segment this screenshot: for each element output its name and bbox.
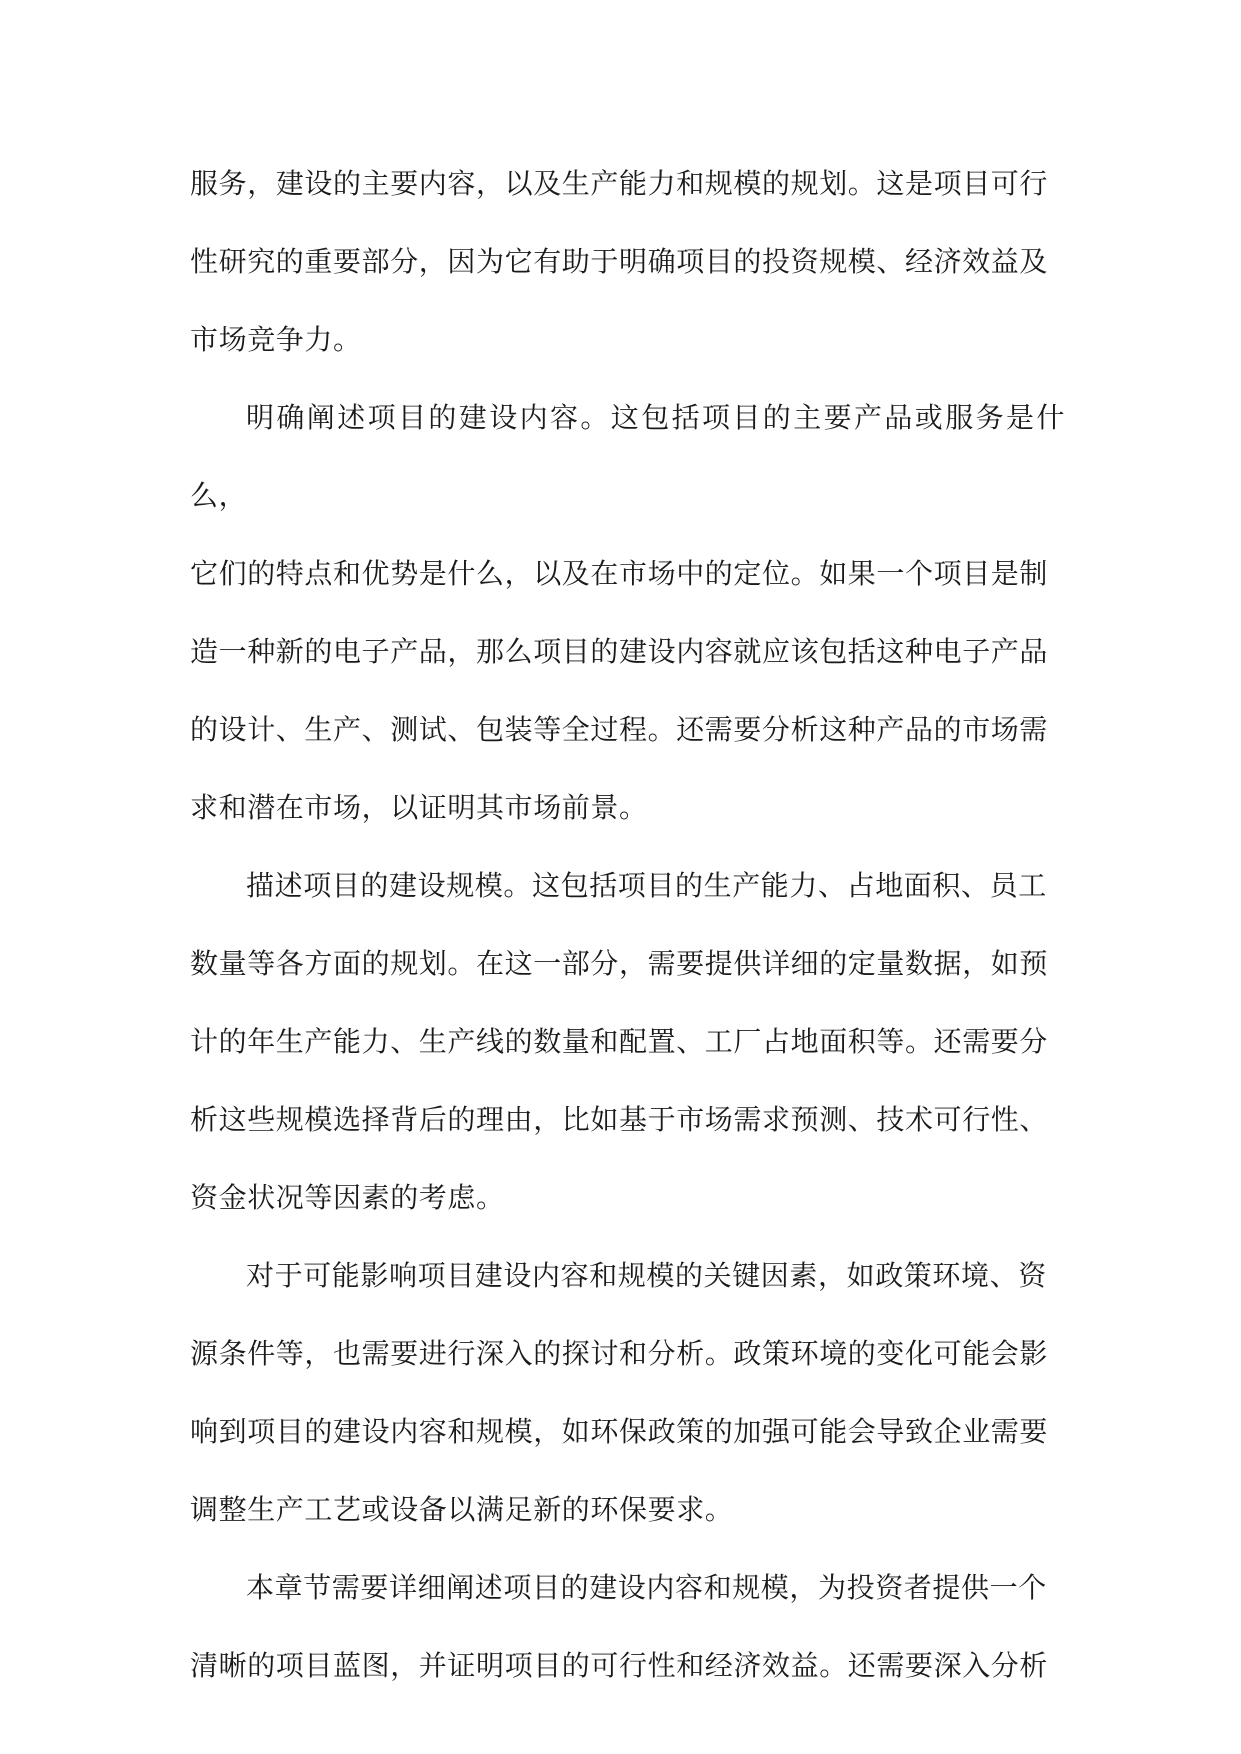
text-line: 计的年生产能力、生产线的数量和配置、工厂占地面积等。还需要分 xyxy=(190,1025,1049,1058)
text-line: 服务，建设的主要内容，以及生产能力和规模的规划。这是项目可行 xyxy=(190,167,1049,200)
text-line: 本章节需要详细阐述项目的建设内容和规模，为投资者提供一个 xyxy=(246,1571,1047,1604)
paragraph-chapter-summary xyxy=(190,1549,1065,1705)
text-line: 求和潜在市场，以证明其市场前景。 xyxy=(190,791,648,824)
paragraph-continuation xyxy=(190,145,1065,379)
text-line: 清晰的项目蓝图，并证明项目的可行性和经济效益。还需要深入分析 xyxy=(190,1649,1049,1682)
document-body xyxy=(190,145,1065,1705)
paragraph-key-factors xyxy=(190,1237,1065,1549)
text-line: 对于可能影响项目建设内容和规模的关键因素，如政策环境、资 xyxy=(246,1259,1047,1292)
paragraph-construction-scale xyxy=(190,847,1065,1237)
text-line: 源条件等，也需要进行深入的探讨和分析。政策环境的变化可能会影 xyxy=(190,1337,1049,1370)
text-line: 响到项目的建设内容和规模，如环保政策的加强可能会导致企业需要 xyxy=(190,1415,1049,1448)
text-line: 描述项目的建设规模。这包括项目的生产能力、占地面积、员工 xyxy=(246,869,1047,902)
text-line: 市场竞争力。 xyxy=(190,323,362,356)
text-line: 造一种新的电子产品，那么项目的建设内容就应该包括这种电子产品 xyxy=(190,635,1049,668)
text-line: 析这些规模选择背后的理由，比如基于市场需求预测、技术可行性、 xyxy=(190,1103,1049,1136)
text-line: 资金状况等因素的考虑。 xyxy=(190,1181,505,1214)
text-line: 它们的特点和优势是什么，以及在市场中的定位。如果一个项目是制 xyxy=(190,557,1049,590)
text-line: 调整生产工艺或设备以满足新的环保要求。 xyxy=(190,1493,734,1526)
text-line: 的设计、生产、测试、包装等全过程。还需要分析这种产品的市场需 xyxy=(190,713,1049,746)
text-line: 数量等各方面的规划。在这一部分，需要提供详细的定量数据，如预 xyxy=(190,947,1049,980)
text-line: 性研究的重要部分，因为它有助于明确项目的投资规模、经济效益及 xyxy=(190,245,1049,278)
text-line: 明确阐述项目的建设内容。这包括项目的主要产品或服务是什么， xyxy=(190,401,1065,512)
paragraph-construction-content xyxy=(190,379,1065,847)
